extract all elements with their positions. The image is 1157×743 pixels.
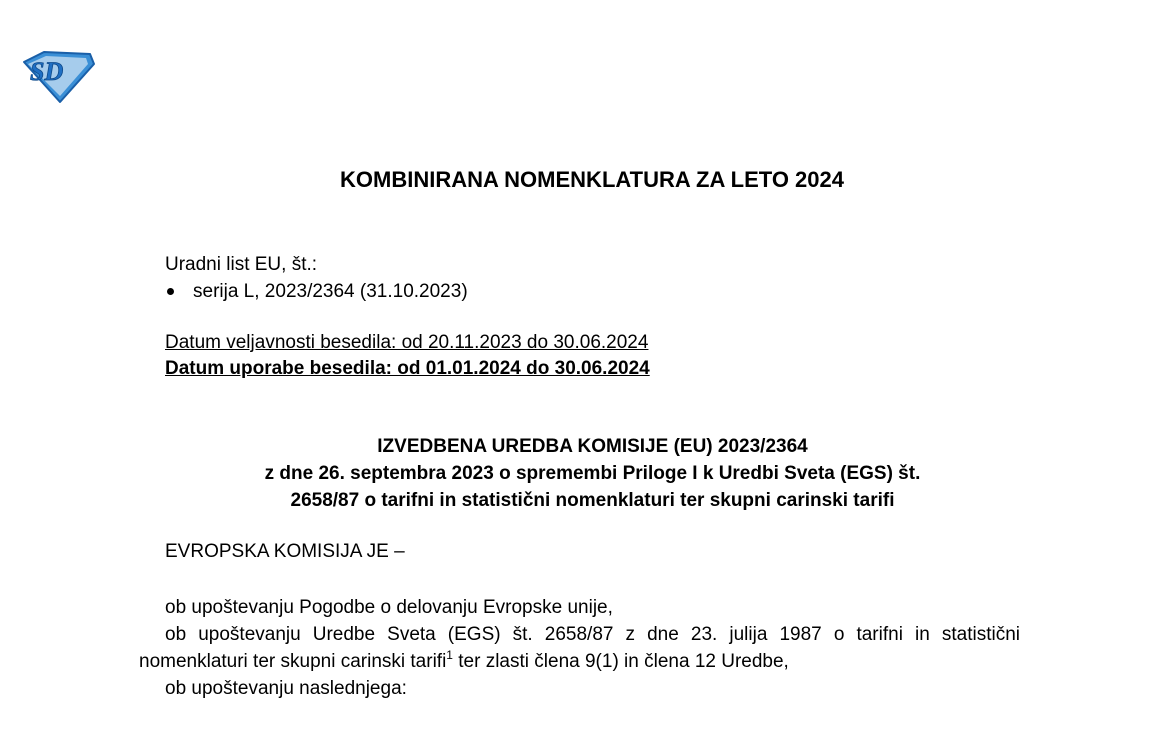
validity-date: Datum veljavnosti besedila: od 20.11.2023 do 30.06.2024 bbox=[165, 332, 649, 353]
recitals bbox=[139, 594, 1020, 702]
list-item bbox=[165, 278, 468, 305]
official-journal-series: serija L, 2023/2364 (31.10.2023) bbox=[193, 281, 468, 302]
recital-paragraph: ob upoštevanju Pogodbe o delovanju Evropske unije, bbox=[165, 597, 613, 618]
recital-paragraph: ob upoštevanju naslednjega: bbox=[165, 678, 407, 699]
bullet-icon bbox=[167, 288, 174, 295]
svg-text:SD: SD bbox=[30, 57, 64, 86]
sd-shield-logo-icon bbox=[20, 48, 96, 104]
regulation-subtitle-line-1: z dne 26. septembra 2023 o spremembi Priloge I k Uredbi Sveta (EGS) št. bbox=[264, 463, 921, 484]
regulation-title: IZVEDBENA UREDBA KOMISIJE (EU) 2023/2364 bbox=[377, 436, 808, 457]
recital-text: ter zlasti člena 9(1) in člena 12 Uredbe, bbox=[452, 651, 789, 672]
recital-paragraph bbox=[139, 621, 1020, 675]
regulation-heading bbox=[165, 433, 1020, 514]
official-journal-label: Uradni list EU, št.: bbox=[165, 254, 318, 275]
regulation-subtitle-line-2: 2658/87 o tarifni in statistični nomenklaturi ter skupni carinski tarifi bbox=[290, 490, 895, 511]
document-title: KOMBINIRANA NOMENKLATURA ZA LETO 2024 bbox=[340, 167, 844, 192]
commission-heading: EVROPSKA KOMISIJA JE – bbox=[165, 541, 405, 562]
application-date: Datum uporabe besedila: od 01.01.2024 do 30.06.2024 bbox=[165, 358, 650, 379]
footnote-marker[interactable]: 1 bbox=[446, 648, 453, 662]
official-journal-block bbox=[165, 251, 468, 305]
validity-block bbox=[165, 330, 650, 382]
recital-text: ob upoštevanju Uredbe Sveta (EGS) št. 2658/87 z dne 23. julija 1987 o tarifni in statistični nomenklaturi ter skupni carinski tarifi bbox=[139, 624, 1020, 672]
